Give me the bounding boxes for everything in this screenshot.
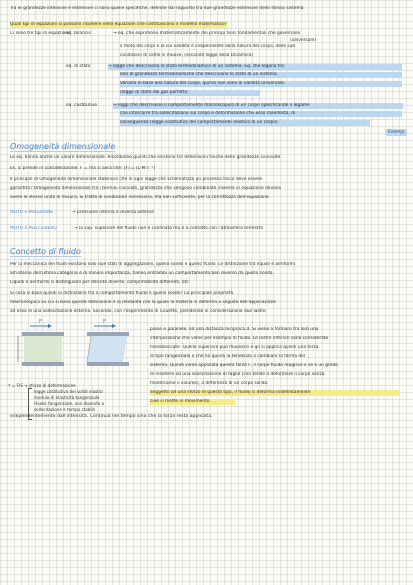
eq-stato-text-2: loro le grandezze termodinamiche che descrivono lo stato di un sistema. [120,72,279,77]
omog-line-1 [10,155,405,161]
omog-text-2: Es. si prende in considerazione: F = ma si avrà che: [F] = [L·M·T⁻²] [10,166,156,171]
intro-text-3: Ci sono tre tipi di equazioni: [10,31,71,36]
eq-stato-line-1 [108,64,402,70]
eq-bilancio-term [66,31,91,37]
eq-bilancio-universale: (universale) [290,38,316,43]
couette-text-1: piane e parallele, ad una distanza reciproca d. Si viene a formare tra loro uno [150,327,319,332]
moto-pelo-libero-desc [74,226,404,232]
esempi-label: Esempi [388,130,405,135]
left-lower-plate [22,362,64,366]
eq-stato-line-2 [120,72,402,78]
couette-left [18,319,64,366]
eq-stato-line-3 [120,81,402,87]
right-force-arrowhead [112,324,116,328]
fluido-line-6 [10,309,405,315]
fluido-line-1 [10,262,405,268]
couette-line-5 [150,363,405,369]
right-lower-plate [87,362,129,366]
moto-pelo-libero-label [10,226,57,232]
couette-line-4 [150,354,405,360]
eq-stato-line-4 [120,90,260,96]
esempi-badge [385,129,407,136]
eq-costitutive-text-3: conseguenza (legge costitutiva del comportamento elastico di un corpo). [120,120,279,125]
omog-line-5 [10,195,405,201]
fluido-line-4 [10,291,405,297]
omog-line-2 [10,166,405,172]
side-note-1: τ = F/S → sforzo di deformazione [8,383,76,388]
left-upper-plate [22,332,64,336]
eq-stato-text-4: (legge di stato dei gas perfetti) [120,90,188,95]
eq-stato-label: eq. di stato [66,64,91,69]
eq-costitutive-text-2: che intercorre tra sollecitazione sul corpo e deformazione che esso manifesta, di [120,111,296,116]
couette-diagram [12,318,147,382]
couette-line-9 [150,399,235,405]
omog-text-1: Le eq. hanno anche un valore dimensionale. Ricordiamo quindi che esistono tre dimensioni fisiche delle grandezze coinvolte. [10,155,282,160]
couette-text-8: Soggetto ad una sforzo di questo tipo, il fluido si deforma indefinitamente [150,390,311,395]
fluido-text-5: macroscopica su cui si basa questa distinzione è la modalità con la quale la materia si deforma a seguito dell'applicazione [10,300,276,305]
couette-text-5: sistema. Quindi viene applicata questa forza F, il corpo fluido reagisce e se è un grado [150,363,338,368]
side-note-2: legge costitutiva dei solidi elastici [34,389,104,394]
intro-question [10,22,227,28]
eq-stato-text-3: Variano in base alla natura del corpo, quindi non sono di validità universale. [120,81,286,86]
eq-costitutive-line-3 [120,120,370,126]
fluido-line-3 [10,280,405,286]
side-note-5: sollecitazione e tempo stabile [34,407,96,412]
couette-text-2: interposizione che viene per esempio di fluido. Le lastre inferiori sono considerate [150,336,329,341]
fluido-text-3: Liquidi e aeriformi si distinguono per densità diverse, comprimibilità differenti, etc. [10,280,191,285]
right-force-label: F [103,319,106,325]
omogeneita-title-text: Omogeneità dimensionale [10,142,116,151]
omog-text-3: Il principio di Omogeneità dimensionale stabilisce che in ogni legge che schematizza un processo fisico deve essere [10,177,263,182]
eq-stato-text-1: → legge che descrivono lo stato termodinamico di un sistema. Eq. che legano tra [108,64,284,69]
eq-stato-term [66,64,91,70]
eq-costitutive-line-1 [113,103,403,109]
eq-bilancio-text-3: condizioni di come si muove. (seconda legge della Dinamica) [120,53,253,58]
moto-pressione-label [10,210,53,216]
intro-line-1 [10,6,305,12]
eq-bilancio-line-2 [120,44,403,50]
intro-text-1: Tra le grandezze intensive e estensive ci sono quelle specifiche, definite dal rapporto tra due grandezze estensive dello stesso sistema. [10,6,305,11]
moto-pressione-desc-text: → pressione interna e diversa esterna [72,210,154,215]
fluido-line-2 [10,271,405,277]
couette-line-2 [150,336,405,342]
eq-bilancio-line-1 [113,31,403,37]
side-note-3: modulo di elasticità tangenziale [34,395,100,400]
eq-costitutive-text-1: → leggi che descrivono il comportamento macroscopico di un corpo specificando il legame [113,103,310,108]
eq-costitutive-line-2 [120,111,402,117]
couette-line-1 [150,327,405,333]
omog-text-4: garantita l'Omogeneità dimensionale tra i termini coinvolti, grandezze che vengono combinate insieme in equazione devono [10,186,282,191]
fluido-line-5 [10,300,405,306]
right-fluid-deformed [87,336,127,362]
section-title-fluido [10,247,81,257]
intro-three-types [10,31,71,37]
couette-text-4: di tipo tangenziale e che ha quindi la tendenza a cambiare la forma del [150,354,305,359]
omog-line-3 [10,177,405,183]
left-fluid-layer [24,336,62,362]
eq-bilancio-text-2: il moto dei corpi e la cui validità è indipendente dalla natura del corpo, delle sue [120,44,296,49]
left-force-arrowhead [48,324,52,328]
couette-text-6: di resistere ad una sollecitazione di taglio (con tende a deformare il corpo senza [150,372,325,377]
couette-text-9: cioè si mette in movimento. [150,399,211,404]
couette-line-7 [150,381,405,387]
moto-pelo-libero-text: MOTO a PELO LIBERO [10,226,57,231]
fluido-final-text: indipendentemente dall'intensità. Continua nel tempo sino che la forza resta applicata. [10,414,213,419]
eq-bilancio-line-3 [120,53,403,59]
eq-costitutive-label: eq. costitutive [66,103,97,108]
moto-pressione-text: MOTO e PRESSIONE [10,210,54,215]
omog-text-5: avere le stesse unità di misura. Si tratta di condizione necessaria, ma non sufficiente, per la correttezza dell'equazione. [10,195,271,200]
fluido-title-text: Concetto di fluido [10,247,81,256]
eq-bilancio-label: eq. bilancio [66,31,91,36]
intro-text-2: Quali tipi di equazioni si possono risolvere nella equazioni che costituiscono il modello matematico? [10,22,227,27]
eq-bilancio-text-1: → eq. che esprimono matematicamente dei principi fisici fondamentali che governano [113,31,301,36]
fluido-text-2: all'interno dell'ultima categoria è di minore importanza, hanno entrambi un comportamento ben diverso da quello solido. [10,271,274,276]
fluido-text-1: Per la meccanica dei fluidi esistono solo due stati di aggregazione, quello solido e quello fluido. Le distinzione tra liquidi e aeriformi [10,262,296,267]
couette-line-6 [150,372,405,378]
fluido-text-6: ad essa di una sollecitazione esterna. Secondo, con l'esperimento di Couette, prendendo in considerazione due lastre [10,309,266,314]
couette-text-7: modificarne il volume), a differenza di un corpo solido. [150,381,269,386]
side-note-4: Hooke tangenziale, non dipende a [34,401,104,406]
section-title-omogeneita [10,142,115,152]
couette-text-3: fisse/bloccate. Quella superiore può muoversi e gli si applica quindi una forza [150,345,319,350]
fluido-text-4: Si cosa si basa quindi la distinzione tra il comportamento fluido e quello solido? La principale proprietà [10,291,234,296]
left-force-label: F [39,319,42,325]
fluido-final-line [10,414,405,420]
couette-line-8 [150,390,400,396]
omog-line-4 [10,186,405,192]
eq-costitutive-term [66,103,97,109]
couette-line-3 [150,345,405,351]
moto-pelo-libero-desc-text: → la sup. superiore del fluido non è confinata ma è a contatto con l'atmosfera terrestre [74,226,264,231]
couette-right [87,319,129,366]
right-upper-plate [87,332,129,336]
moto-pressione-desc [72,210,154,216]
side-notes [8,383,148,413]
